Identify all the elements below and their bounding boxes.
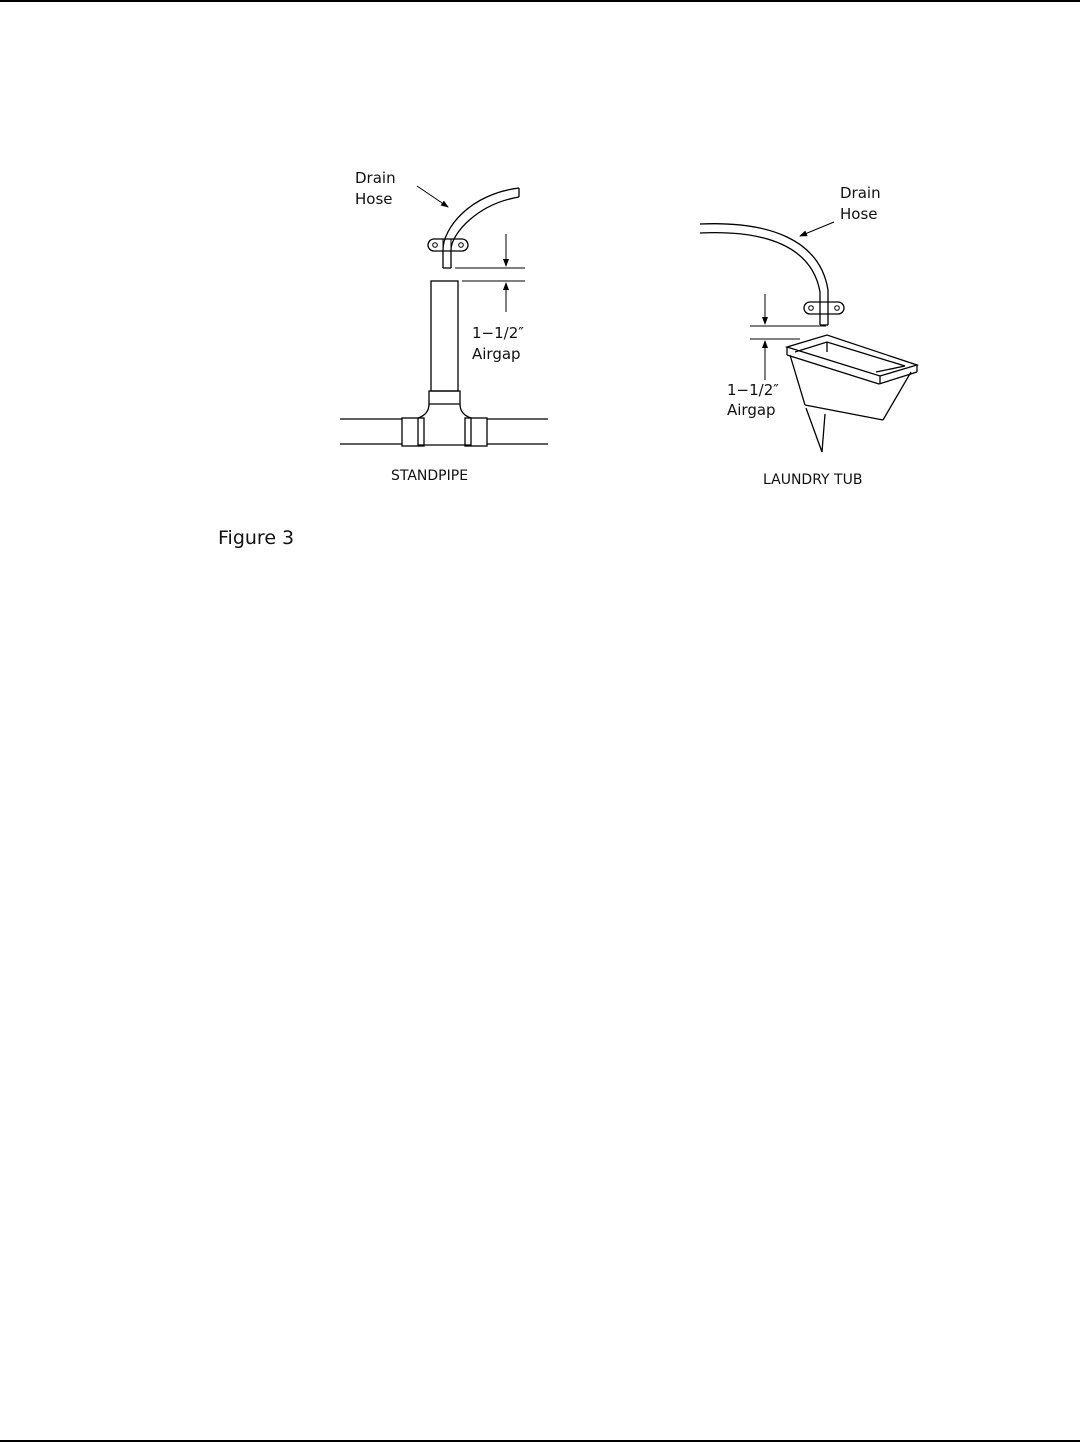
standpipe-hose-label-line1: Drain: [355, 169, 396, 187]
standpipe-caption: STANDPIPE: [391, 468, 469, 484]
standpipe-hose-leader: [417, 186, 448, 207]
standpipe-hose-clamp: [428, 239, 468, 251]
standpipe-drain-hose: [443, 188, 519, 268]
laundry-tub-gap-label-line1: 1−1/2″: [727, 381, 779, 399]
laundry-tub-drain-hose: [700, 224, 828, 325]
laundry-tub-hose-leader: [800, 222, 834, 236]
standpipe-pipe: [340, 281, 548, 446]
standpipe-gap-label-line1: 1−1/2″: [472, 324, 524, 342]
laundry-tub-airgap-dimension: [750, 294, 826, 380]
standpipe-hose-label-line2: Hose: [355, 190, 393, 208]
standpipe-diagram: [340, 169, 548, 484]
laundry-tub-hose-label-line2: Hose: [840, 205, 878, 223]
standpipe-airgap-dimension: [455, 234, 525, 312]
standpipe-gap-label-line2: Airgap: [472, 345, 521, 363]
laundry-tub: [787, 335, 917, 452]
laundry-tub-caption: LAUNDRY TUB: [763, 472, 863, 488]
laundry-tub-gap-label-line2: Airgap: [727, 401, 776, 419]
figure-label: Figure 3: [218, 527, 295, 549]
laundry-tub-diagram: [700, 184, 917, 488]
laundry-tub-hose-label-line1: Drain: [840, 184, 881, 202]
laundry-tub-hose-clamp: [804, 302, 844, 314]
